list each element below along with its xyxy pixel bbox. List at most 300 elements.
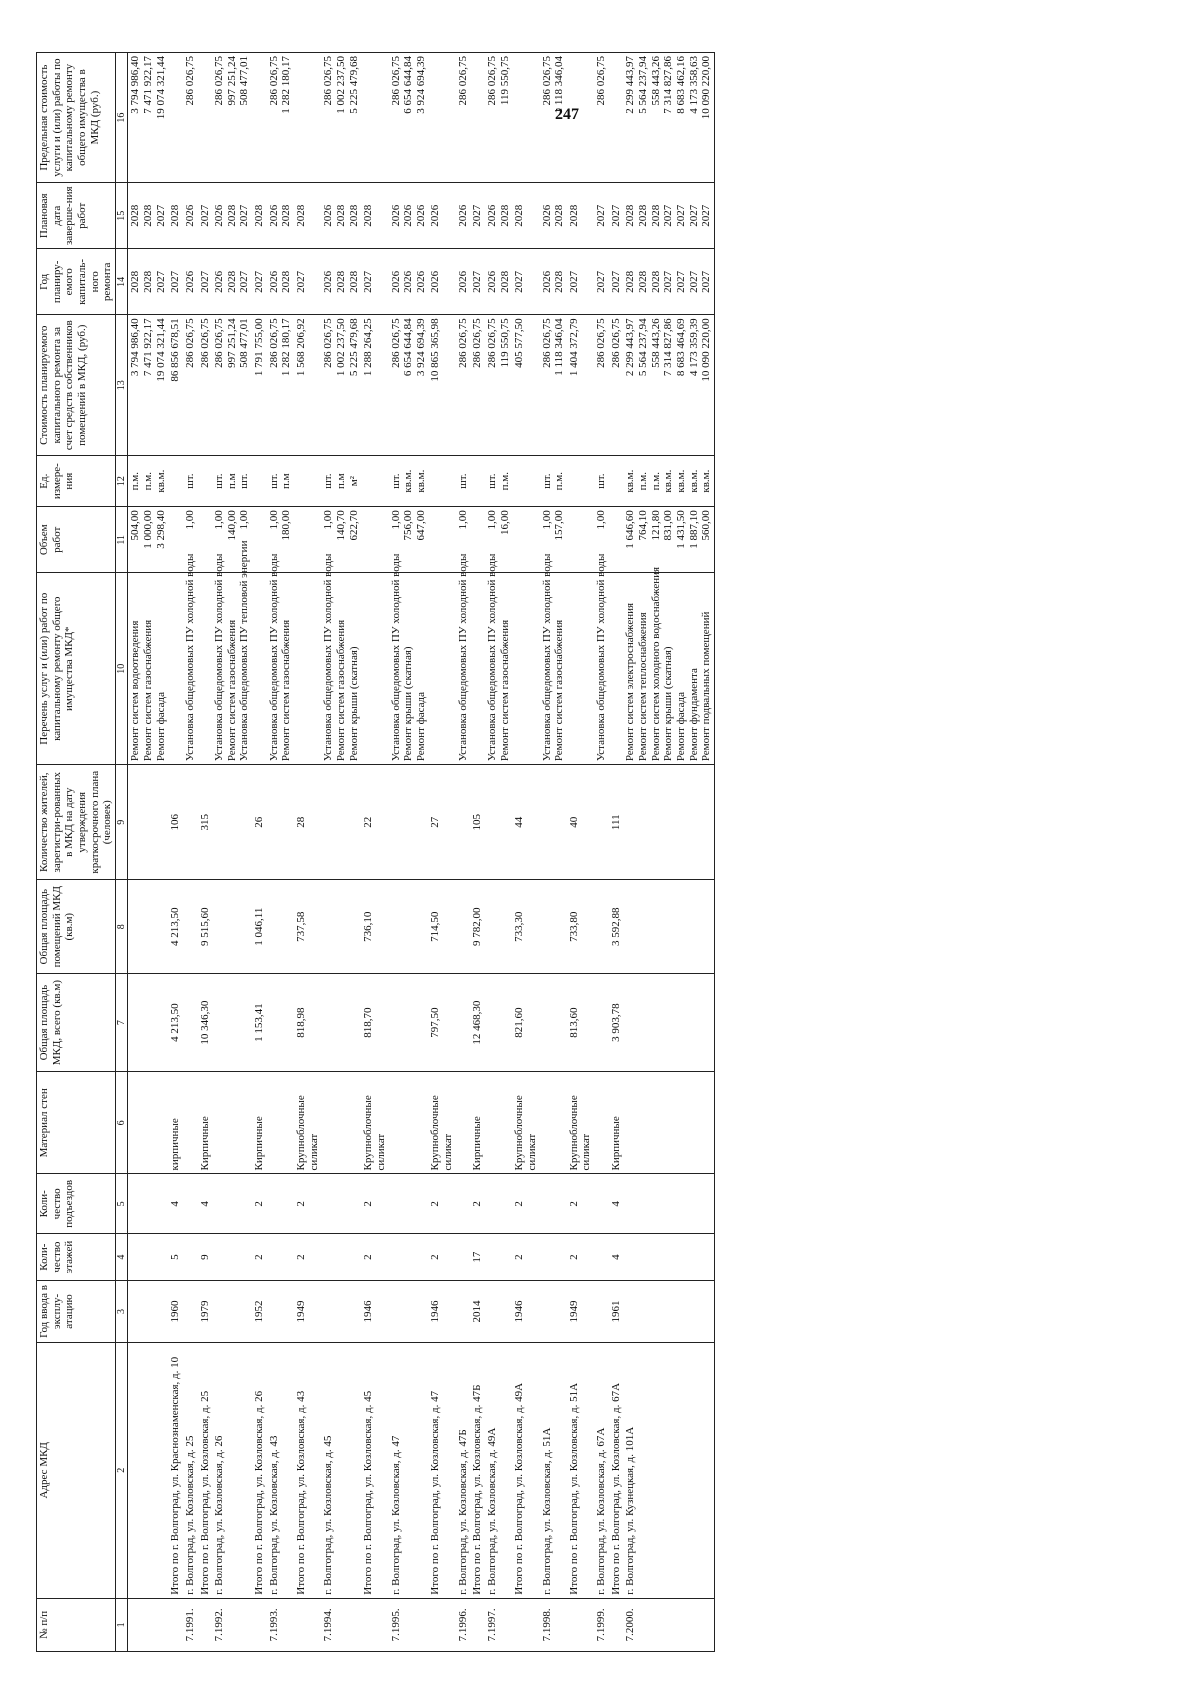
- material-cell: [321, 1072, 361, 1174]
- row-number: 7.1991.: [183, 1598, 198, 1651]
- plan-year-line: 2026: [456, 270, 469, 293]
- plan-year-line: 2027: [238, 270, 251, 293]
- limit-cost-line: 286 026,75: [540, 56, 553, 106]
- limit-cost-cell: [540, 53, 567, 183]
- floors-cell: 2: [252, 1234, 267, 1281]
- unit-line: шт.: [456, 473, 469, 489]
- unit-line: шт.: [595, 473, 608, 489]
- entrances-cell: [128, 1174, 168, 1234]
- cost-line: 8 683 464,69: [674, 318, 687, 377]
- unit-line: кв.м.: [624, 469, 637, 493]
- entrances-cell: [540, 1174, 567, 1234]
- limit-cost-cell: [389, 53, 429, 183]
- unit-cell: [623, 456, 714, 507]
- works-line: Ремонт систем теплоснабжения: [637, 612, 650, 762]
- limit-cost-line: 3 924 694,39: [414, 56, 427, 114]
- residents-cell: [456, 765, 471, 880]
- address-cell: Итого по г. Волгоград, ул. Козловская, д. 45: [361, 1342, 388, 1598]
- entrances-cell: 4: [198, 1174, 213, 1234]
- cost-line: 6 654 644,84: [402, 318, 415, 377]
- end-year-cell: [168, 183, 183, 249]
- limit-cost-cell: [128, 53, 168, 183]
- row-number: [428, 1598, 455, 1651]
- column-header-9: Количество жителей, зарегистри-рованных в МКД на дату утверждения краткосрочного плана (человек): [37, 765, 116, 880]
- volume-line: 1 646,60: [624, 510, 637, 549]
- row-number: 7.1999.: [594, 1598, 609, 1651]
- unit-cell: [183, 456, 198, 507]
- unit-line: кв.м.: [154, 469, 167, 493]
- cost-cell: [321, 315, 361, 456]
- end-year-line: 2027: [471, 204, 484, 227]
- rooms-area-cell: [128, 880, 168, 974]
- header-row: [37, 53, 116, 1652]
- table-row: [212, 53, 252, 1652]
- cost-line: 4 173 359,39: [687, 318, 700, 377]
- column-number-1: 1: [115, 1598, 128, 1651]
- plan-year-line: 2028: [637, 270, 650, 293]
- works-line: Ремонт фасада: [414, 692, 427, 762]
- end-year-cell: [212, 183, 252, 249]
- residents-cell: [485, 765, 512, 880]
- floors-cell: 2: [512, 1234, 539, 1281]
- address-cell: Итого по г. Волгоград, ул. Козловская, д. 47Б: [470, 1342, 485, 1598]
- row-number: 7.1993.: [267, 1598, 294, 1651]
- plan-year-line: 2027: [513, 270, 526, 293]
- rotated-table-sheet: [36, 52, 1116, 1652]
- cost-line: 1 002 237,50: [334, 318, 347, 377]
- unit-line: шт.: [267, 473, 280, 489]
- end-year-line: 2028: [347, 204, 360, 227]
- limit-cost-cell: [456, 53, 471, 183]
- plan-year-cell: [183, 249, 198, 315]
- unit-line: кв.м.: [687, 469, 700, 493]
- rooms-area-cell: [623, 880, 714, 974]
- column-number-4: 4: [115, 1234, 128, 1281]
- material-cell: [540, 1072, 567, 1174]
- cost-line: 286 026,75: [609, 318, 622, 368]
- works-line: Установка общедомовых ПУ холодной воды: [456, 553, 469, 762]
- end-year-line: 2026: [456, 204, 469, 227]
- plan-year-line: 2026: [389, 270, 402, 293]
- works-line: Ремонт крыши (скатная): [402, 646, 415, 762]
- limit-cost-line: 119 550,75: [498, 56, 511, 106]
- limit-cost-cell: [485, 53, 512, 183]
- entrances-cell: 2: [512, 1174, 539, 1234]
- column-header-2: Адрес МКД: [37, 1342, 116, 1598]
- material-cell: [594, 1072, 609, 1174]
- limit-cost-line: 6 654 644,84: [402, 56, 415, 114]
- row-number: [361, 1598, 388, 1651]
- limit-cost-cell: [252, 53, 267, 183]
- plan-year-cell: [212, 249, 252, 315]
- material-cell: Крупноблочные силикат: [567, 1072, 594, 1174]
- address-cell: Итого по г. Волгоград, ул. Козловская, д. 51А: [567, 1342, 594, 1598]
- address-cell: Итого по г. Волгоград, ул. Козловская, д. 43: [294, 1342, 321, 1598]
- works-line: Ремонт крыши (скатная): [347, 646, 360, 762]
- plan-year-line: 2027: [595, 270, 608, 293]
- works-line: Ремонт подвальных помещений: [700, 611, 713, 762]
- page-number: 247: [555, 106, 579, 123]
- entrances-cell: [321, 1174, 361, 1234]
- plan-year-cell: [252, 249, 267, 315]
- residents-cell: 28: [294, 765, 321, 880]
- plan-year-line: 2027: [674, 270, 687, 293]
- works-line: Установка общедомовых ПУ холодной воды: [595, 553, 608, 762]
- plan-year-cell: [168, 249, 183, 315]
- unit-line: кв.м.: [414, 469, 427, 493]
- cost-line: 286 026,75: [486, 318, 498, 368]
- unit-line: м²: [347, 476, 360, 487]
- works-line: Ремонт фундамента: [687, 668, 700, 762]
- column-header-8: Общая площадь помещений МКД (кв.м): [37, 880, 116, 974]
- plan-year-cell: [361, 249, 388, 315]
- plan-year-line: 2027: [169, 270, 182, 293]
- cost-cell: [456, 315, 471, 456]
- residents-cell: [623, 765, 714, 880]
- unit-cell: [470, 456, 485, 507]
- floors-cell: [594, 1234, 609, 1281]
- end-year-line: 2028: [295, 204, 308, 227]
- total-row: [609, 53, 624, 1652]
- address-cell: г. Волгоград, ул. Козловская, д. 25: [183, 1342, 198, 1598]
- total-area-cell: [267, 974, 294, 1072]
- rooms-area-cell: [485, 880, 512, 974]
- volume-line: 504,00: [129, 510, 142, 541]
- year-cell: [594, 1281, 609, 1343]
- address-cell: г. Волгоград, ул. Козловская, д. 47Б: [456, 1342, 471, 1598]
- unit-line: шт.: [238, 473, 251, 489]
- total-row: [428, 53, 455, 1652]
- unit-cell: [609, 456, 624, 507]
- limit-cost-line: 7 471 922,17: [141, 56, 154, 114]
- cost-line: 10 865 365,98: [429, 318, 442, 382]
- year-cell: 1952: [252, 1281, 267, 1343]
- year-cell: [389, 1281, 429, 1343]
- end-year-line: 2028: [624, 204, 637, 227]
- end-year-line: 2028: [553, 204, 566, 227]
- entrances-cell: [623, 1174, 714, 1234]
- end-year-cell: [267, 183, 294, 249]
- volume-line: 647,00: [414, 510, 427, 541]
- end-year-cell: [183, 183, 198, 249]
- unit-line: п.м.: [649, 471, 662, 491]
- limit-cost-line: 8 683 462,16: [674, 56, 687, 114]
- plan-year-cell: [389, 249, 429, 315]
- limit-cost-cell: [267, 53, 294, 183]
- end-year-line: 2028: [362, 204, 375, 227]
- cost-cell: [540, 315, 567, 456]
- plan-year-cell: [485, 249, 512, 315]
- plan-year-line: 2028: [129, 270, 142, 293]
- year-cell: [623, 1281, 714, 1343]
- cost-line: 286 026,75: [595, 318, 608, 368]
- rooms-area-cell: 733,30: [512, 880, 539, 974]
- cost-line: 558 443,26: [649, 318, 662, 368]
- material-cell: [485, 1072, 512, 1174]
- volume-line: 1,00: [213, 510, 226, 530]
- unit-cell: [128, 456, 168, 507]
- limit-cost-line: 286 026,75: [267, 56, 280, 106]
- column-number-row: [115, 53, 128, 1652]
- works-cell: [321, 553, 361, 765]
- end-year-line: 2026: [414, 204, 427, 227]
- plan-year-cell: [594, 249, 609, 315]
- cost-line: 7 471 922,17: [141, 318, 154, 377]
- end-year-cell: [361, 183, 388, 249]
- address-cell: г. Волгоград, ул. Козловская, д. 43: [267, 1342, 294, 1598]
- row-number: 7.1992.: [212, 1598, 252, 1651]
- cost-line: 3 794 986,40: [129, 318, 142, 377]
- residents-cell: [389, 765, 429, 880]
- row-number: [294, 1598, 321, 1651]
- column-header-4: Коли-чество этажей: [37, 1234, 116, 1281]
- row-number: [128, 1598, 168, 1651]
- residents-cell: [128, 765, 168, 880]
- unit-line: п.м.: [141, 471, 154, 491]
- limit-cost-cell: [294, 53, 321, 183]
- plan-year-line: 2026: [540, 270, 553, 293]
- end-year-line: 2026: [322, 204, 335, 227]
- plan-year-cell: [623, 249, 714, 315]
- limit-cost-line: 1 002 237,50: [334, 56, 347, 114]
- total-row: [470, 53, 485, 1652]
- cost-cell: [623, 315, 714, 456]
- year-cell: [456, 1281, 471, 1343]
- plan-year-cell: [456, 249, 471, 315]
- total-row: [294, 53, 321, 1652]
- volume-line: 1,00: [540, 510, 553, 530]
- column-header-7: Общая площадь МКД, всего (кв.м): [37, 974, 116, 1072]
- total-area-cell: [321, 974, 361, 1072]
- column-number-3: 3: [115, 1281, 128, 1343]
- cost-line: 508 477,01: [238, 318, 251, 368]
- works-line: Установка общедомовых ПУ холодной воды: [540, 553, 553, 762]
- limit-cost-cell: [321, 53, 361, 183]
- end-year-line: 2027: [700, 204, 713, 227]
- unit-line: кв.м.: [402, 469, 415, 493]
- column-number-14: 14: [115, 249, 128, 315]
- unit-cell: [321, 456, 361, 507]
- volume-line: 140,70: [334, 510, 347, 541]
- rooms-area-cell: 714,50: [428, 880, 455, 974]
- end-year-line: 2027: [609, 204, 622, 227]
- end-year-cell: [609, 183, 624, 249]
- column-header-15: Плановая дата заверше-ния работ: [37, 183, 116, 249]
- plan-year-line: 2028: [280, 270, 293, 293]
- volume-cell: [252, 507, 267, 573]
- end-year-cell: [594, 183, 609, 249]
- works-cell: [183, 553, 198, 765]
- end-year-line: 2027: [198, 204, 211, 227]
- works-line: Ремонт систем газоснабжения: [280, 619, 293, 762]
- total-area-cell: 813,60: [567, 974, 594, 1072]
- material-cell: Крупноблочные силикат: [428, 1072, 455, 1174]
- rooms-area-cell: [389, 880, 429, 974]
- cost-cell: [567, 315, 594, 456]
- limit-cost-line: 286 026,75: [183, 56, 196, 106]
- column-header-16: Предельная стоимость услуги и (или) работы по капитальному ремонту общего имущества в МКД (руб.): [37, 53, 116, 183]
- residents-cell: 105: [470, 765, 485, 880]
- column-header-10: Перечень услуг и (или) работ по капитальному ремонту общего имущества МКД*: [37, 573, 116, 765]
- volume-line: 1 887,10: [687, 510, 700, 549]
- plan-year-line: 2026: [322, 270, 335, 293]
- limit-cost-cell: [361, 53, 388, 183]
- end-year-line: 2028: [253, 204, 266, 227]
- end-year-line: 2028: [649, 204, 662, 227]
- plan-year-line: 2028: [649, 270, 662, 293]
- end-year-cell: [321, 183, 361, 249]
- cost-line: 286 026,75: [456, 318, 469, 368]
- unit-line: п.м.: [129, 471, 142, 491]
- floors-cell: [183, 1234, 198, 1281]
- end-year-line: 2028: [225, 204, 238, 227]
- works-line: Ремонт систем холодного водоснабжения: [649, 566, 662, 762]
- end-year-line: 2028: [637, 204, 650, 227]
- table-row: [321, 53, 361, 1652]
- row-number: [252, 1598, 267, 1651]
- entrances-cell: [267, 1174, 294, 1234]
- plan-year-line: 2027: [154, 270, 167, 293]
- cost-line: 286 026,75: [183, 318, 196, 368]
- unit-line: шт.: [389, 473, 402, 489]
- cost-line: 3 924 694,39: [414, 318, 427, 377]
- entrances-cell: 4: [168, 1174, 183, 1234]
- residents-cell: 106: [168, 765, 183, 880]
- limit-cost-cell: [428, 53, 455, 183]
- plan-year-line: 2028: [624, 270, 637, 293]
- entrances-cell: 4: [609, 1174, 624, 1234]
- plan-year-line: 2027: [687, 270, 700, 293]
- unit-line: кв.м.: [662, 469, 675, 493]
- row-number: [609, 1598, 624, 1651]
- cost-line: 997 251,24: [225, 318, 238, 368]
- end-year-line: 2026: [540, 204, 553, 227]
- total-area-cell: [485, 974, 512, 1072]
- material-cell: [212, 1072, 252, 1174]
- volume-line: 1 000,00: [141, 510, 154, 549]
- floors-cell: [267, 1234, 294, 1281]
- address-cell: г. Волгоград, ул. Козловская, д. 45: [321, 1342, 361, 1598]
- plan-year-cell: [128, 249, 168, 315]
- works-cell: [212, 540, 252, 765]
- row-number: [470, 1598, 485, 1651]
- column-header-1: № п/п: [37, 1598, 116, 1651]
- end-year-line: 2026: [267, 204, 280, 227]
- volume-line: 1,00: [322, 510, 335, 530]
- plan-year-line: 2026: [267, 270, 280, 293]
- cost-line: 286 026,75: [322, 318, 335, 368]
- cost-line: 1 791 755,00: [253, 318, 266, 377]
- address-cell: г. Волгоград, ул. Козловская, д. 26: [212, 1342, 252, 1598]
- cost-line: 119 550,75: [498, 318, 511, 368]
- plan-year-line: 2027: [700, 270, 713, 293]
- plan-year-line: 2028: [225, 270, 238, 293]
- table-row: [267, 53, 294, 1652]
- plan-year-line: 2028: [347, 270, 360, 293]
- end-year-line: 2027: [662, 204, 675, 227]
- works-cell: [485, 553, 512, 765]
- entrances-cell: 2: [428, 1174, 455, 1234]
- limit-cost-line: 5 564 237,94: [637, 56, 650, 114]
- limit-cost-cell: [609, 53, 624, 183]
- plan-year-cell: [470, 249, 485, 315]
- works-cell: [540, 553, 567, 765]
- cost-line: 1 404 372,79: [567, 318, 580, 377]
- table-row: [183, 53, 198, 1652]
- row-number: 7.1998.: [540, 1598, 567, 1651]
- material-cell: [623, 1072, 714, 1174]
- table-row: [485, 53, 512, 1652]
- row-number: [512, 1598, 539, 1651]
- rooms-area-cell: 4 213,50: [168, 880, 183, 974]
- address-cell: г. Волгоград, ул. Козловская, д. 67А: [594, 1342, 609, 1598]
- volume-cell: [609, 507, 624, 573]
- entrances-cell: [183, 1174, 198, 1234]
- row-number: 7.1994.: [321, 1598, 361, 1651]
- total-area-cell: [594, 974, 609, 1072]
- column-number-2: 2: [115, 1342, 128, 1598]
- year-cell: [267, 1281, 294, 1343]
- works-line: Ремонт крыши (скатная): [662, 646, 675, 762]
- entrances-cell: 2: [294, 1174, 321, 1234]
- cost-line: 1 568 206,92: [295, 318, 308, 377]
- cost-cell: [428, 315, 455, 456]
- works-cell: [389, 553, 429, 765]
- address-cell: Итого по г. Волгоград, ул. Краснознаменская, д. 10: [168, 1342, 183, 1598]
- rooms-area-cell: 9 515,60: [198, 880, 213, 974]
- cost-cell: [609, 315, 624, 456]
- total-area-cell: [456, 974, 471, 1072]
- total-area-cell: [128, 974, 168, 1072]
- year-cell: [540, 1281, 567, 1343]
- unit-line: п.м.: [498, 471, 511, 491]
- rooms-area-cell: [267, 880, 294, 974]
- cost-line: 2 299 443,97: [624, 318, 637, 377]
- address-cell: г. Волгоград, ул. Кузнецкая, д. 101А: [623, 1342, 714, 1598]
- volume-line: 1 431,50: [674, 510, 687, 549]
- unit-line: шт.: [213, 473, 226, 489]
- residents-cell: 44: [512, 765, 539, 880]
- works-cell: [128, 573, 168, 765]
- residents-cell: 26: [252, 765, 267, 880]
- entrances-cell: 2: [470, 1174, 485, 1234]
- cost-cell: [128, 315, 168, 456]
- works-cell: [294, 573, 321, 765]
- unit-cell: [212, 456, 252, 507]
- unit-line: п.м: [334, 473, 347, 489]
- row-number: [198, 1598, 213, 1651]
- table-row: [456, 53, 471, 1652]
- volume-line: 3 298,40: [154, 510, 167, 549]
- plan-year-line: 2027: [567, 270, 580, 293]
- residents-cell: 27: [428, 765, 455, 880]
- column-number-5: 5: [115, 1174, 128, 1234]
- cost-line: 286 026,75: [471, 318, 484, 368]
- volume-line: 622,70: [347, 510, 360, 541]
- volume-cell: [428, 507, 455, 573]
- row-number: 7.2000.: [623, 1598, 714, 1651]
- cost-line: 10 090 220,00: [700, 318, 713, 382]
- works-line: Установка общедомовых ПУ холодной воды: [267, 553, 280, 762]
- unit-cell: [252, 456, 267, 507]
- works-cell: [470, 573, 485, 765]
- end-year-line: 2028: [169, 204, 182, 227]
- floors-cell: 2: [361, 1234, 388, 1281]
- volume-line: 1,00: [456, 510, 469, 530]
- works-cell: [267, 553, 294, 765]
- limit-cost-cell: [168, 53, 183, 183]
- material-cell: Крупноблочные силикат: [294, 1072, 321, 1174]
